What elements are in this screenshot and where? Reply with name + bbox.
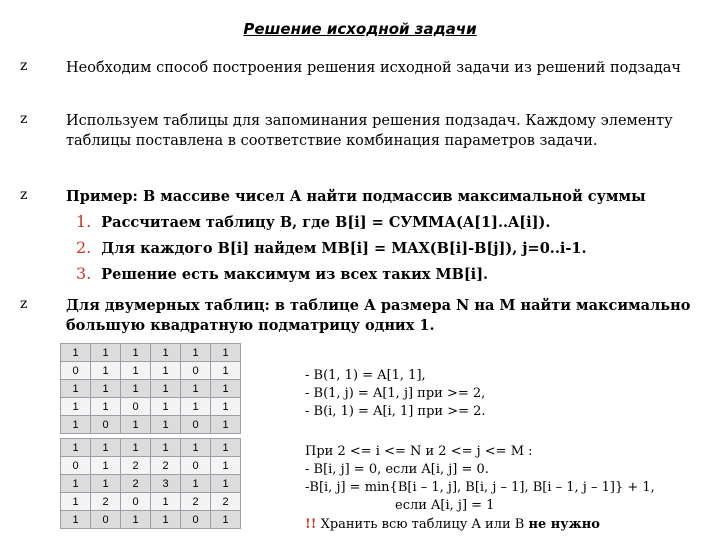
table-cell: 1 <box>91 475 121 493</box>
bullet-text: Пример: В массиве чисел А найти подмассив максимальной суммы <box>66 188 646 205</box>
table-cell: 2 <box>211 493 241 511</box>
table-cell: 1 <box>61 380 91 398</box>
table-cell: 1 <box>211 344 241 362</box>
table-cell: 1 <box>151 398 181 416</box>
table-row <box>61 511 241 529</box>
table-cell: 1 <box>151 511 181 529</box>
recurrence-line: - B[i, j] = 0, если A[i, j] = 0. <box>305 462 489 477</box>
step-text: Для каждого B[i] найдем MB[i] = MAX(B[i]-B[j]), j=0..i-1. <box>101 240 587 257</box>
table-cell: 0 <box>91 511 121 529</box>
step-number: 3. <box>76 264 92 283</box>
table-cell: 0 <box>181 457 211 475</box>
note-line <box>305 516 600 534</box>
matrix-a-table <box>60 343 241 434</box>
table-cell: 1 <box>61 398 91 416</box>
table-cell: 1 <box>61 344 91 362</box>
bullet-icon: z <box>20 296 28 312</box>
init-line: - B(i, 1) = A[i, 1] при >= 2. <box>305 404 486 419</box>
step-item <box>76 212 550 231</box>
table-cell: 1 <box>91 380 121 398</box>
table-cell: 1 <box>61 511 91 529</box>
table-row <box>61 457 241 475</box>
table-cell: 1 <box>91 398 121 416</box>
recurrence-line: если A[i, j] = 1 <box>395 498 495 513</box>
step-number: 1. <box>76 212 92 231</box>
table-cell: 2 <box>121 457 151 475</box>
table-cell: 0 <box>121 398 151 416</box>
recurrence-line: -B[i, j] = min{B[i – 1, j], B[i, j – 1], B[i – 1, j – 1]} + 1, <box>305 480 655 495</box>
table-cell: 0 <box>91 416 121 434</box>
table-cell: 2 <box>181 493 211 511</box>
table-cell: 1 <box>181 344 211 362</box>
table-row <box>61 344 241 362</box>
table-cell: 1 <box>121 511 151 529</box>
table-cell: 1 <box>121 344 151 362</box>
table-row <box>61 362 241 380</box>
table-cell: 1 <box>211 362 241 380</box>
table-cell: 1 <box>121 439 151 457</box>
table-cell: 1 <box>211 439 241 457</box>
init-line: - B(1, 1) = A[1, 1], <box>305 368 426 383</box>
table-cell: 1 <box>121 362 151 380</box>
table-cell: 1 <box>211 511 241 529</box>
table-cell: 0 <box>121 493 151 511</box>
table-cell: 1 <box>211 398 241 416</box>
page-title: Решение исходной задачи <box>243 20 477 38</box>
step-text: Рассчитаем таблицу B, где B[i] = СУММА(A[1]..A[i]). <box>101 214 551 231</box>
matrix-b-table <box>60 438 241 529</box>
table-cell: 1 <box>211 416 241 434</box>
table-cell: 0 <box>61 457 91 475</box>
table-cell: 1 <box>151 493 181 511</box>
table-row <box>61 475 241 493</box>
table-cell: 1 <box>61 416 91 434</box>
table-cell: 1 <box>91 344 121 362</box>
table-cell: 0 <box>181 511 211 529</box>
bullet-text: Необходим способ построения решения исходной задачи из решений подзадач <box>66 60 682 76</box>
table-cell: 1 <box>181 398 211 416</box>
table-cell: 3 <box>151 475 181 493</box>
table-cell: 1 <box>151 439 181 457</box>
step-item <box>76 264 488 283</box>
bullet-text: Для двумерных таблиц: в таблице А размера N на M найти максимально большую квадратную подматрицу одних 1. <box>66 297 691 334</box>
table-cell: 1 <box>91 457 121 475</box>
note-bold-text: не нужно <box>528 517 600 532</box>
table-cell: 1 <box>61 439 91 457</box>
step-number: 2. <box>76 238 92 257</box>
table-cell: 2 <box>151 457 181 475</box>
table-cell: 1 <box>61 475 91 493</box>
bullet-icon: z <box>20 58 28 74</box>
table-cell: 1 <box>91 439 121 457</box>
table-cell: 1 <box>151 416 181 434</box>
table-row <box>61 439 241 457</box>
table-cell: 1 <box>121 380 151 398</box>
note-text: Хранить всю таблицу A или B <box>320 517 525 532</box>
table-cell: 1 <box>181 439 211 457</box>
bullet-icon: z <box>20 187 28 203</box>
table-cell: 1 <box>211 475 241 493</box>
init-line: - B(1, j) = A[1, j] при >= 2, <box>305 386 486 401</box>
table-cell: 1 <box>121 416 151 434</box>
bullet-icon: z <box>20 111 28 127</box>
table-cell: 1 <box>151 362 181 380</box>
recurrence-line: При 2 <= i <= N и 2 <= j <= M : <box>305 444 533 459</box>
step-item <box>76 238 587 257</box>
table-cell: 1 <box>151 380 181 398</box>
table-cell: 0 <box>61 362 91 380</box>
table-cell: 1 <box>211 457 241 475</box>
warning-icon: !! <box>305 517 317 532</box>
table-cell: 0 <box>181 362 211 380</box>
table-cell: 1 <box>91 362 121 380</box>
table-cell: 1 <box>61 493 91 511</box>
step-text: Решение есть максимум из всех таких MB[i]. <box>101 266 489 283</box>
table-row <box>61 493 241 511</box>
table-cell: 1 <box>151 344 181 362</box>
bullet-text: Используем таблицы для запоминания решения подзадач. Каждому элементу таблицы поставлена в соответствие комбинация параметров задачи. <box>66 113 673 149</box>
table-row <box>61 380 241 398</box>
table-cell: 1 <box>181 475 211 493</box>
table-row <box>61 416 241 434</box>
table-cell: 2 <box>121 475 151 493</box>
table-cell: 2 <box>91 493 121 511</box>
table-row <box>61 398 241 416</box>
table-cell: 1 <box>211 380 241 398</box>
table-cell: 1 <box>181 380 211 398</box>
table-cell: 0 <box>181 416 211 434</box>
